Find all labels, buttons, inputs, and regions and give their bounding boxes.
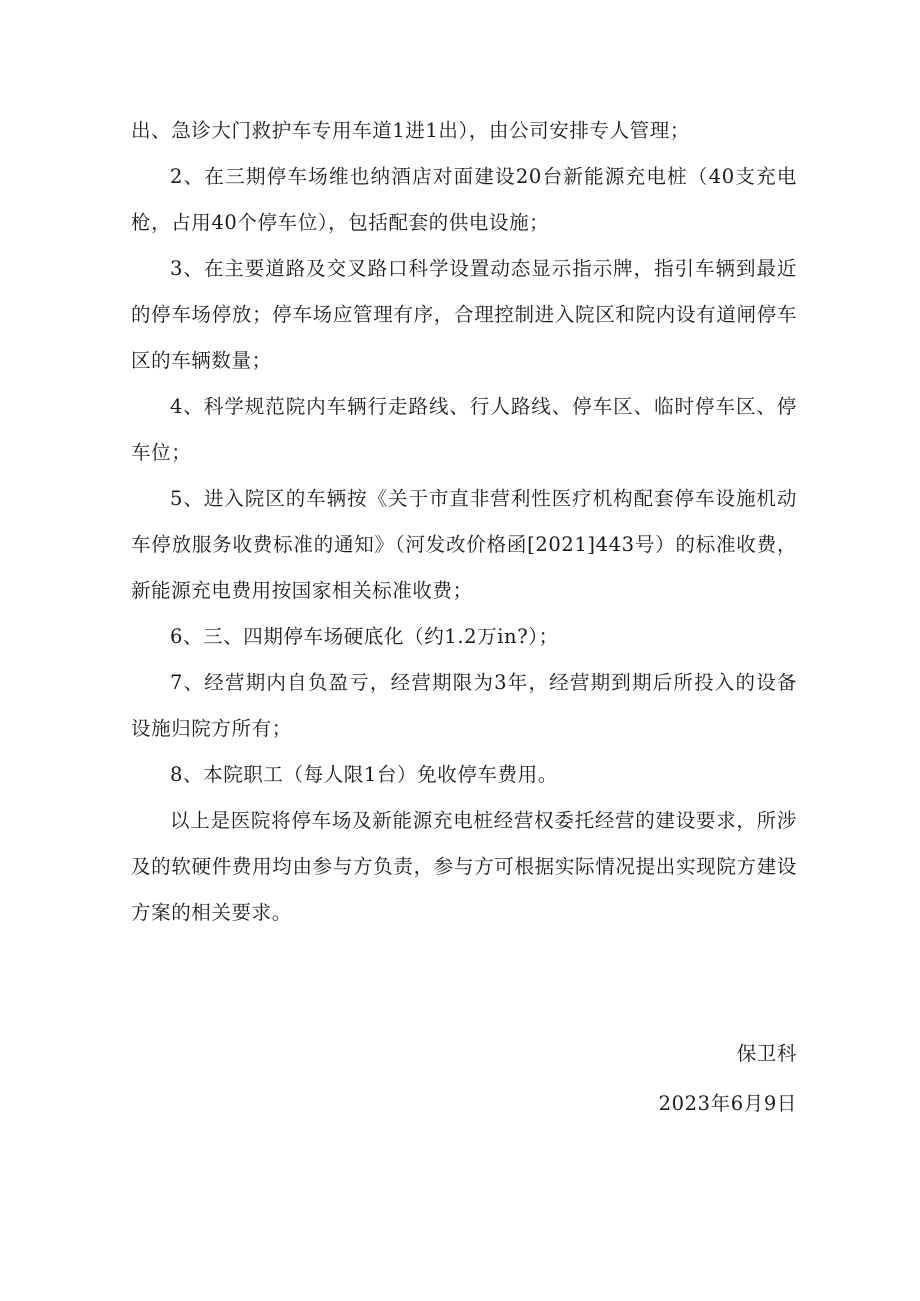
paragraph-item-7: 7、经营期内自负盈亏，经营期限为3年，经营期到期后所投入的设备设施归院方所有； xyxy=(131,671,797,740)
paragraph-continuation: 出、急诊大门救护车专用车道1进1出），由公司安排专人管理； xyxy=(131,119,690,142)
document-body xyxy=(131,108,797,936)
paragraph-item-3: 3、在主要道路及交叉路口科学设置动态显示指示牌，指引车辆到最近的停车场停放；停车场应管理有序，合理控制进入院区和院内设有道闸停车区的车辆数量； xyxy=(131,257,797,372)
signature-date: 2023年6月9日 xyxy=(658,1092,797,1115)
signature-department: 保卫科 xyxy=(736,1042,797,1065)
paragraph-summary: 以上是医院将停车场及新能源充电桩经营权委托经营的建设要求，所涉及的软硬件费用均由参与方负责，参与方可根据实际情况提出实现院方建设方案的相关要求。 xyxy=(131,809,797,924)
paragraph-item-8: 8、本院职工（每人限1台）免收停车费用。 xyxy=(170,763,558,786)
paragraph-item-4: 4、科学规范院内车辆行走路线、行人路线、停车区、临时停车区、停车位； xyxy=(131,395,797,464)
paragraph-item-6: 6、三、四期停车场硬底化（约1.2万in?）； xyxy=(170,625,559,648)
paragraph-item-2: 2、在三期停车场维也纳酒店对面建设20台新能源充电桩（40支充电枪，占用40个停车位），包括配套的供电设施； xyxy=(131,165,797,234)
paragraph-item-5: 5、进入院区的车辆按《关于市直非营利性医疗机构配套停车设施机动车停放服务收费标准的通知》（河发改价格函[2021]443号）的标准收费，新能源充电费用按国家相关标准收费； xyxy=(131,487,797,602)
